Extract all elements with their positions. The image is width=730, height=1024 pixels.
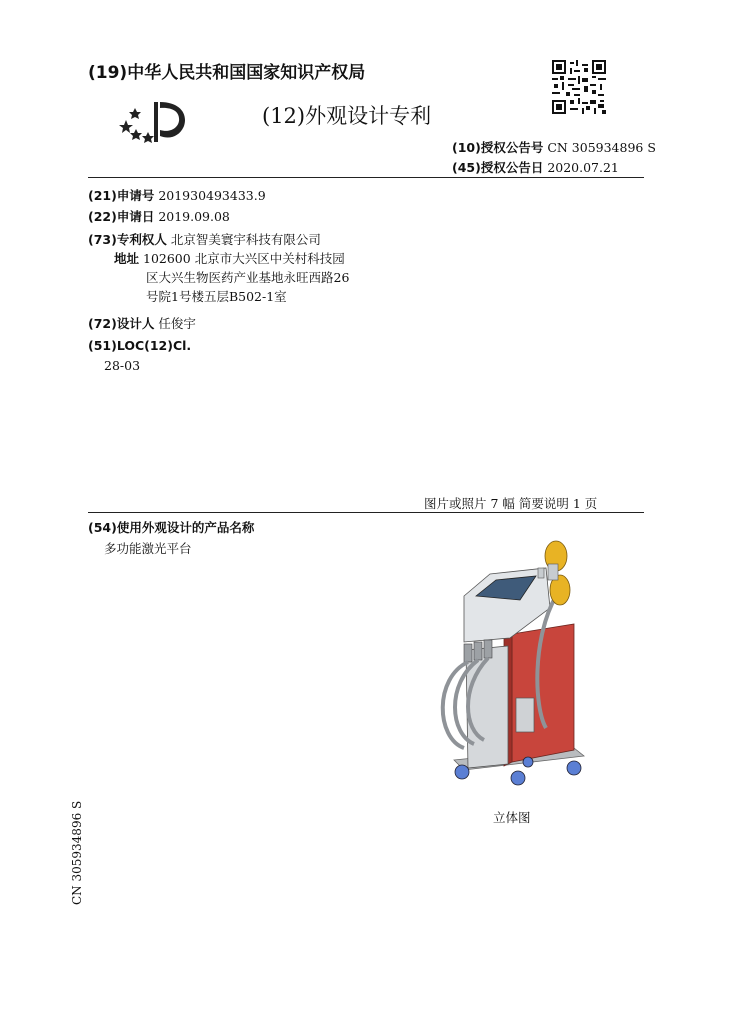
- summary-divider: [88, 512, 644, 513]
- pub-date-row: [452, 158, 619, 176]
- product-name-label: (54)使用外观设计的产品名称: [88, 520, 255, 535]
- patent-type-title: (12)外观设计专利: [262, 104, 432, 128]
- address-label: 地址: [114, 251, 140, 266]
- pub-number-label: (10)授权公告号: [452, 140, 544, 155]
- pub-number-row: [452, 138, 656, 156]
- address-line-2: 区大兴生物医药产业基地永旺西路26: [146, 270, 350, 285]
- patentee: 北京智美寰宇科技有限公司: [170, 232, 321, 247]
- designer: 任俊宇: [158, 316, 196, 331]
- header-divider: [88, 177, 644, 178]
- address-line-1: 102600 北京市大兴区中关村科技园: [143, 251, 345, 266]
- application-date-field: [88, 207, 230, 225]
- address-field: [114, 249, 345, 267]
- address-line-3: 号院1号楼五层B502-1室: [146, 289, 287, 304]
- cnipa-logo-icon: [118, 96, 190, 148]
- side-publication-code: CN 305934896 S: [70, 800, 84, 905]
- patentee-label: (73)专利权人: [88, 232, 167, 247]
- pub-date: 2020.07.21: [547, 160, 619, 175]
- pub-date-label: (45)授权公告日: [452, 160, 544, 175]
- patentee-field: [88, 230, 321, 248]
- product-illustration: [424, 538, 600, 788]
- application-number: 201930493433.9: [158, 188, 266, 203]
- application-date-label: (22)申请日: [88, 209, 155, 224]
- loc-field: [88, 338, 191, 353]
- designer-field: [88, 314, 196, 332]
- pub-number: CN 305934896 S: [547, 140, 656, 155]
- application-number-field: [88, 186, 266, 204]
- product-name: 多功能激光平台: [104, 541, 192, 556]
- qr-code-icon: [552, 60, 606, 114]
- loc-value: 28-03: [104, 358, 141, 373]
- loc-label: (51)LOC(12)Cl.: [88, 338, 192, 353]
- application-date: 2019.09.08: [158, 209, 230, 224]
- office-name: (19)中华人民共和国国家知识产权局: [88, 63, 366, 83]
- designer-label: (72)设计人: [88, 316, 155, 331]
- application-number-label: (21)申请号: [88, 188, 155, 203]
- summary-line: 图片或照片 7 幅 简要说明 1 页: [424, 496, 598, 511]
- figure-caption: 立体图: [493, 810, 531, 825]
